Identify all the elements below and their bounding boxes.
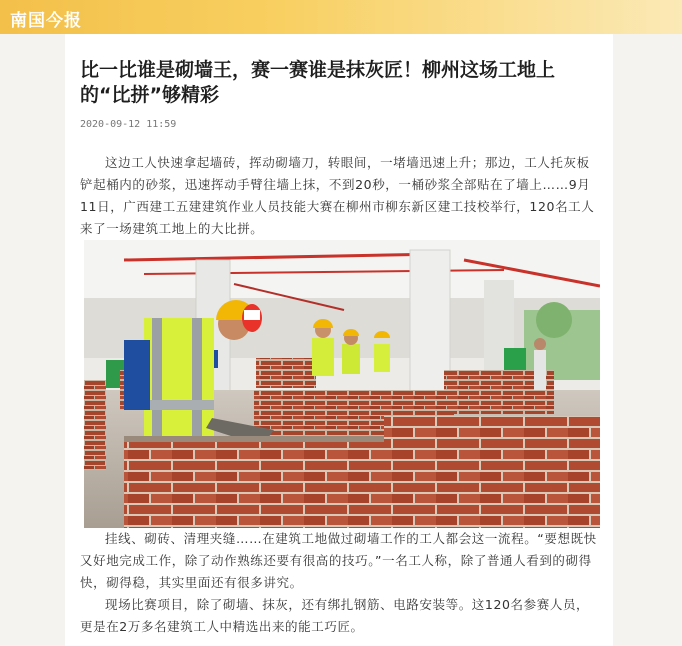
article-paragraph-1: 这边工人快速拿起墙砖，挥动砌墙刀，转眼间，一堵墙迅速上升；那边，工人托灰板铲起桶内的砂浆，迅速挥动手臂往墙上抹，不到20秒，一桶砂浆全部贴在了墙上……9月11日，广西建工五建建筑作业人员技能大赛在柳州市柳东新区建工技校举行，120名工人来了一场建筑工地上的大比拼。	[80, 155, 595, 236]
article-card	[65, 34, 613, 646]
article-title: 比一比谁是砌墙王，赛一赛谁是抹灰匠！柳州这场工地上的“比拼”够精彩	[80, 59, 556, 106]
article-paragraph-2: 挂线、砌砖、清理夹缝……在建筑工地做过砌墙工作的工人都会这一流程。“要想既快又好地完成工作，除了动作熟练还要有很高的技巧。”一名工人称，除了普通人看到的砌得快，砌得稳，其实里面还有很多讲究。	[80, 531, 597, 590]
article-paragraph-3: 现场比赛项目，除了砌墙、抹灰，还有绑扎钢筋、电路安装等。这120名参赛人员，更是在2万多名建筑工人中精选出来的能工巧匠。	[80, 597, 590, 634]
article-photo[interactable]	[84, 240, 600, 528]
publish-date: 2020-09-12 11:59	[80, 119, 177, 130]
header-bar	[0, 0, 682, 34]
brand-logo[interactable]: 南国今报	[10, 11, 82, 31]
